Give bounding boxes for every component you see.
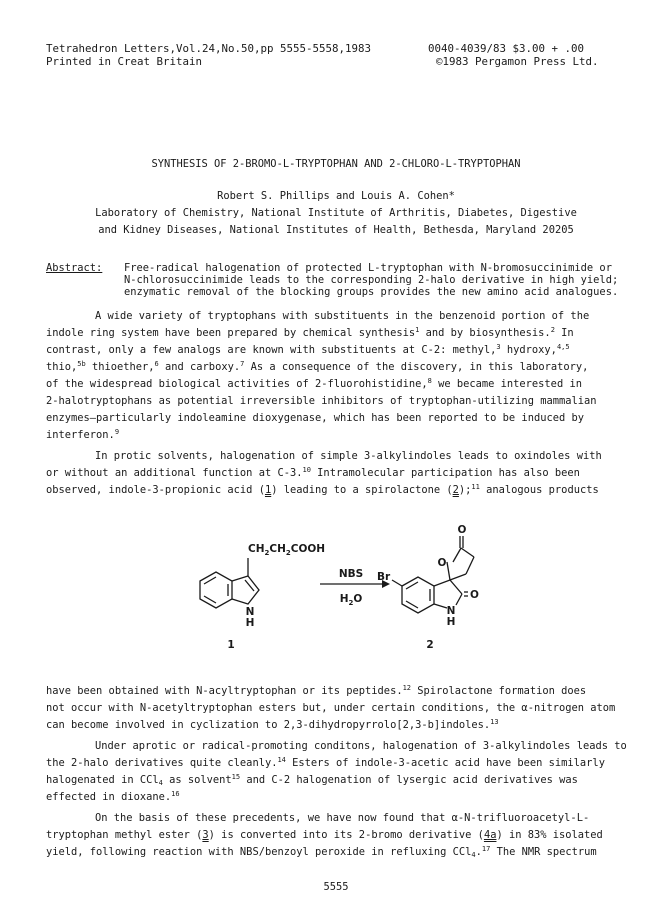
p1-line-4: thio,$^{5b}$ thioether,$^6$ and carboxy.$^7$ As a consequence of the discovery, in this laboratory, — [46, 360, 589, 373]
compound-label-2: 2 — [426, 639, 434, 651]
abstract-line-3: enzymatic removal of the blocking groups provides the new amino acid analogues. — [124, 286, 619, 298]
ref-15: 15 — [231, 773, 241, 781]
abstract-line-1: Free-radical halogenation of protected L-tryptophan with N-bromosuccinimide or — [124, 262, 612, 274]
ref-7: 7 — [240, 360, 245, 368]
p4-line-2: the 2-halo derivatives quite cleanly.$^{14}$ Esters of indole-3-acetic acid have been similarly — [46, 756, 605, 769]
compound-ref-2: 2 — [452, 484, 459, 496]
journal-citation: Tetrahedron Letters,Vol.24,No.50,pp 5555-5558,1983 — [46, 42, 372, 55]
affiliation-line-1: Laboratory of Chemistry, National Institute of Arthritis, Diabetes, Digestive — [95, 207, 577, 219]
compound-2-lactone-ring — [447, 562, 450, 580]
p1-line-7: enzymes—particularly indoleamine dioxygenase, which has been reported to be induced by — [46, 412, 584, 424]
compound-ref-3: 3 — [202, 829, 209, 841]
p5-line-3: yield, following reaction with NBS/benzoyl peroxide in refluxing CCl4.17 The NMR spectrum — [46, 845, 597, 859]
abstract-line-2: N-chlorosuccinimide leads to the corresponding 2-halo derivative in high yield; — [124, 274, 619, 286]
reaction-scheme — [150, 522, 530, 654]
ref-16: 16 — [171, 790, 180, 798]
lactone-carbonyl-oxygen: O — [457, 524, 467, 536]
p4-line-4: effected in dioxane.$^{16}$ — [46, 790, 180, 803]
p4-line-1: Under aprotic or radical-promoting conditons, halogenation of 3-alkylindoles leads to — [95, 740, 627, 752]
ref-2: 2 — [550, 326, 555, 334]
ref-9: 9 — [114, 428, 120, 436]
p2-line-3: observed, indole-3-propionic acid (1) leading to a spirolactone (2);$^{11}$ analogous products — [46, 483, 599, 496]
compound-2-nitrogen-h: H — [446, 616, 456, 628]
compound-label-1: 1 — [227, 639, 235, 651]
ref-8: 8 — [427, 377, 432, 385]
p1-line-6: 2-halotryptophans as potential irreversible inhibitors of tryptophan-utilizing mammalian — [46, 395, 597, 407]
compound-1-side-chain: $CH_2CH_2COOH$ — [248, 543, 326, 557]
affiliation-line-2: and Kidney Diseases, National Institutes of Health, Bethesda, Maryland 20205 — [98, 224, 574, 236]
ref-11: 11 — [471, 483, 480, 491]
p1-line-5: of the widespread biological activities of 2-fluorohistidine,$^8$ we became interested in — [46, 377, 582, 390]
p2-line-2: or without an additional function at C-3.10 Intramolecular participation has also been — [46, 466, 580, 479]
p1-line-3: contrast, only a few analogs are known with substituents at C-2: methyl,$^3$ hydroxy,$^{4,5}$ — [46, 343, 570, 356]
ref-4-5: 4,5 — [556, 343, 570, 351]
printed-in: Printed in Creat Britain — [46, 55, 203, 68]
p3-line-2: not occur with N-acetyltryptophan esters but, under certain conditions, the α-nitrogen atom — [46, 702, 616, 714]
ref-5b: 5b — [77, 360, 86, 368]
article-title: SYNTHESIS OF 2-BROMO-L-TRYPTOPHAN AND 2-CHLORO-L-TRYPTOPHAN — [151, 158, 521, 170]
p4-line-3: halogenated in CCl4 as solvent$^{15}$ and C-2 halogenation of lysergic acid derivatives was — [46, 773, 578, 787]
p1-line-1: A wide variety of tryptophans with substituents in the benzenoid portion of the — [95, 310, 590, 322]
abstract-label: Abstract: — [46, 262, 103, 274]
lactone-ring-oxygen: O — [437, 557, 447, 569]
ref-17: 17 — [481, 845, 491, 853]
compound-2-lactam-ring — [434, 580, 462, 594]
authors: Robert S. Phillips and Louis A. Cohen* — [217, 190, 455, 202]
compound-1-nitrogen-h: H — [245, 617, 255, 629]
compound-1-nitrogen: N — [245, 606, 255, 618]
compound-ref-4a: 4a — [483, 829, 497, 841]
compound-ref-1: 1 — [264, 484, 272, 496]
p1-line-2: indole ring system have been prepared by chemical synthesis$^1$ and by biosynthesis.$^2$ In — [46, 326, 574, 339]
p2-line-1: In protic solvents, halogenation of simple 3-alkylindoles leads to oxindoles with — [95, 450, 602, 462]
ref-13: 13 — [490, 718, 499, 726]
bromine-label: Br — [377, 571, 391, 583]
copyright: ©1983 Pergamon Press Ltd. — [436, 55, 599, 68]
ref-14: 14 — [277, 756, 286, 764]
p3-line-3: can become involved in cyclization to 2,3-dihydropyrrolo[2,3-b]indoles.$^{13}$ — [46, 718, 499, 731]
issn-price: 0040-4039/83 $3.00 + .00 — [428, 42, 585, 55]
p5-line-1: On the basis of these precedents, we have now found that α-N-trifluoroacetyl-L- — [95, 812, 590, 824]
compound-2-nitrogen: N — [446, 605, 456, 617]
ref-3: 3 — [496, 343, 501, 351]
p5-line-2: tryptophan methyl ester (3) is converted into its 2-bromo derivative (4a) in 83% isolated — [46, 829, 603, 841]
page-number: 5555 — [323, 881, 349, 893]
bromine-bond — [392, 580, 402, 586]
p3-line-1: have been obtained with N-acyltryptophan or its peptides.$^{12}$ Spirolactone formation does — [46, 684, 587, 697]
p1-line-8: interferon.$^9$ — [46, 428, 120, 441]
reagent-nbs: NBS — [338, 568, 364, 580]
ref-1: 1 — [415, 326, 420, 334]
ref-6: 6 — [154, 360, 159, 368]
reagent-solvent: $H_2O$ — [339, 593, 363, 607]
ref-12: 12 — [402, 684, 412, 692]
oxindole-oxygen: O — [470, 589, 479, 601]
ref-10: 10 — [302, 466, 311, 474]
